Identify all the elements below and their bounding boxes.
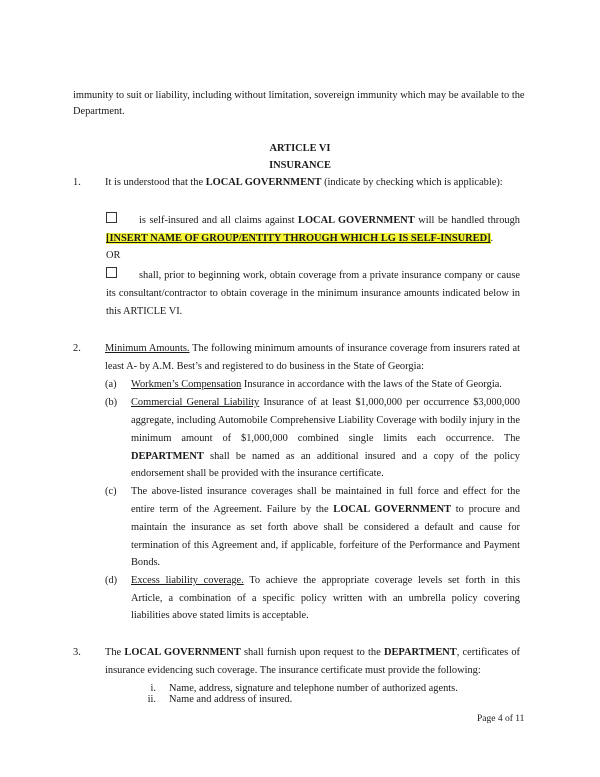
item-c-line-2 (131, 503, 520, 516)
option-a-text-pre: is self-insured and all claims against (139, 215, 299, 226)
item-a-text (131, 378, 502, 391)
item-c-line-5: Bonds. (131, 557, 161, 568)
private-insurance-checkbox[interactable] (106, 267, 117, 278)
section-3-local-government: LOCAL GOVERNMENT (124, 647, 241, 658)
article-title: INSURANCE (269, 160, 331, 171)
section-1-text-pre: It is understood that the (105, 177, 206, 188)
section-1-text-post: (indicate by checking which is applicable): (321, 177, 503, 188)
option-b-line-1: shall, prior to beginning work, obtain coverage from a private insurance company or cause (139, 270, 520, 281)
option-a-local-government: LOCAL GOVERNMENT (298, 215, 415, 226)
section-3-line-2: insurance evidencing such coverage. The insurance certificate must provide the following: (105, 665, 481, 676)
section-1-local-government: LOCAL GOVERNMENT (205, 177, 322, 188)
section-3-number: 3. (73, 647, 81, 658)
intro-line-1: immunity to suit or liability, including without limitation, sovereign immunity which may be available to the (73, 90, 525, 101)
item-c-label: (c) (105, 486, 117, 497)
item-b-line-1-rest: Insurance of at least $1,000,000 per occurrence $3,000,000 (259, 397, 520, 408)
intro-line-2: Department. (73, 106, 125, 117)
item-d-line-1-rest: To achieve the appropriate coverage levels set forth in this (243, 575, 520, 586)
section-3-pre: The (105, 647, 125, 658)
self-insured-checkbox[interactable] (106, 212, 117, 223)
item-d-line-1 (131, 574, 520, 587)
section-3-mid: shall furnish upon request to the (240, 647, 384, 658)
item-a-rest: Insurance in accordance with the laws of the State of Georgia. (241, 379, 502, 390)
option-b-line-3: this ARTICLE VI. (106, 306, 183, 317)
item-c-line-3: maintain the insurance as set forth above shall be considered a default and cause for (131, 522, 520, 533)
option-b-line-2: its consultant/contractor to obtain coverage in the minimum insurance amounts indicated below in (106, 288, 520, 299)
section-3-line-1 (105, 646, 520, 659)
item-c-line-4: termination of this Agreement and, if applicable, forfeiture of the Performance and Payment (131, 540, 520, 551)
item-d-line-3: liabilities above stated limits is acceptable. (131, 610, 309, 621)
item-c-line-1: The above-listed insurance coverages shall be maintained in full force and effect for the (131, 486, 520, 497)
article-number: ARTICLE VI (269, 143, 331, 154)
minimum-amounts-heading: Minimum Amounts. (105, 343, 190, 354)
item-c-line-2-post: to procure and (451, 504, 520, 515)
section-2-line-1-rest: The following minimum amounts of insurance coverage from insurers rated at (189, 343, 520, 354)
item-b-line-3: minimum amount of $1,000,000 combined single limits each occurrence. The (131, 433, 520, 444)
list-item-i-label: i. (150, 683, 156, 694)
section-2-line-2: least A- by A.M. Best’s and registered to do business in the State of Georgia: (105, 361, 424, 372)
placeholder-period: . (490, 233, 494, 244)
item-d-label: (d) (105, 575, 118, 586)
item-a-label: (a) (105, 379, 117, 390)
option-a-line-1 (139, 214, 520, 227)
item-c-local-government: LOCAL GOVERNMENT (333, 504, 452, 515)
item-d-line-2: Article, a combination of a specific policy written with an umbrella policy covering (131, 593, 520, 604)
workmens-compensation-heading: Workmen’s Compensation (131, 379, 242, 390)
section-3-post: , certificates of (456, 647, 521, 658)
item-b-line-2: aggregate, including Automobile Comprehensive Liability Coverage with bodily injury in the (131, 415, 520, 426)
list-item-ii-label: ii. (147, 694, 156, 705)
commercial-general-liability-heading: Commercial General Liability (131, 397, 260, 408)
section-3-department: DEPARTMENT (383, 647, 457, 658)
item-b-line-4 (131, 450, 520, 463)
section-2-number: 2. (73, 343, 81, 354)
or-label: OR (106, 250, 121, 261)
item-b-label: (b) (105, 397, 118, 408)
self-insured-entity-placeholder[interactable]: [INSERT NAME OF GROUP/ENTITY THROUGH WHICH LG IS SELF-INSURED] (106, 233, 491, 244)
item-b-line-4-rest: shall be named as an additional insured and a copy of the policy (203, 451, 520, 462)
list-item-ii-text: Name and address of insured. (169, 694, 293, 705)
section-1-text (105, 176, 503, 189)
section-2-line-1 (105, 342, 520, 355)
item-b-department: DEPARTMENT (131, 451, 204, 462)
section-1-number: 1. (73, 177, 81, 188)
list-item-i-text: Name, address, signature and telephone number of authorized agents. (169, 683, 458, 694)
item-b-line-5: endorsement shall be provided with the insurance certificate. (131, 468, 384, 479)
option-a-text-post: will be handled through (414, 215, 520, 226)
option-a-line-2 (106, 232, 493, 245)
excess-liability-heading: Excess liability coverage. (131, 575, 244, 586)
item-c-line-2-pre: entire term of the Agreement. Failure by the (131, 504, 334, 515)
page-number: Page 4 of 11 (477, 714, 525, 724)
item-b-line-1 (131, 396, 520, 409)
